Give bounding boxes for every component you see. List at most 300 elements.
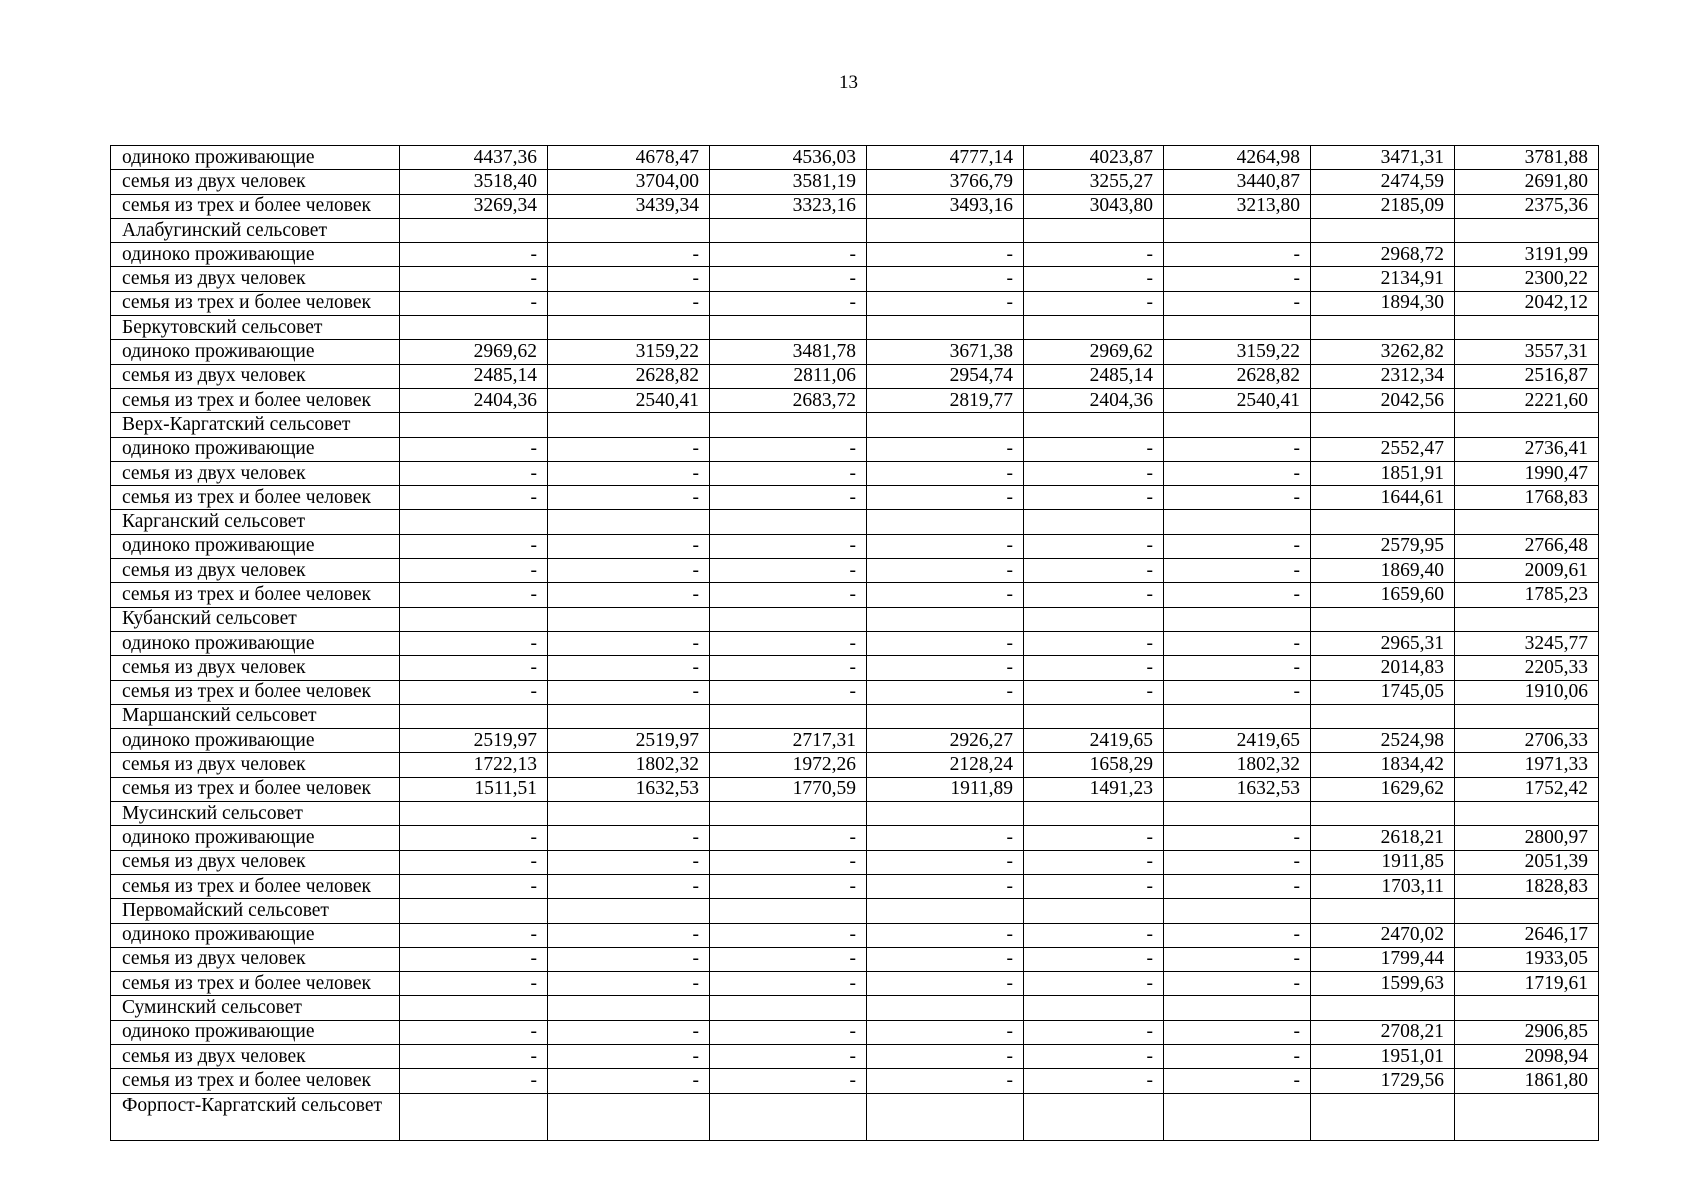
table-cell — [1164, 899, 1311, 923]
row-label: одиноко проживающие — [111, 729, 400, 753]
table-cell: 2800,97 — [1455, 826, 1599, 850]
table-cell: 2519,97 — [400, 729, 548, 753]
table-cell: - — [548, 874, 710, 898]
table-cell: - — [548, 534, 710, 558]
table-cell: - — [1024, 559, 1164, 583]
table-cell: - — [400, 826, 548, 850]
table-cell: 2954,74 — [867, 364, 1024, 388]
table-cell — [400, 316, 548, 340]
table-cell — [867, 1093, 1024, 1140]
table-cell: 1802,32 — [548, 753, 710, 777]
table-cell: 1911,89 — [867, 777, 1024, 801]
table-cell: - — [548, 1069, 710, 1093]
table-row — [111, 1069, 1599, 1093]
table-cell — [1024, 996, 1164, 1020]
table-cell: - — [867, 1044, 1024, 1068]
table-cell: - — [548, 850, 710, 874]
table-cell: - — [710, 826, 867, 850]
table-row — [111, 388, 1599, 412]
table-cell — [867, 704, 1024, 728]
table-cell: - — [548, 559, 710, 583]
table-cell: - — [1024, 874, 1164, 898]
row-label: одиноко проживающие — [111, 146, 400, 170]
table-cell: 3255,27 — [1024, 170, 1164, 194]
table-cell: - — [710, 243, 867, 267]
table-cell: 1894,30 — [1311, 291, 1455, 315]
table-cell — [1311, 899, 1455, 923]
table-cell: 1644,61 — [1311, 486, 1455, 510]
table-row — [111, 340, 1599, 364]
table-cell: - — [710, 291, 867, 315]
table-cell: 3493,16 — [867, 194, 1024, 218]
table-cell: 3213,80 — [1164, 194, 1311, 218]
table-cell — [1164, 316, 1311, 340]
row-label: одиноко проживающие — [111, 631, 400, 655]
table-cell: - — [710, 267, 867, 291]
table-cell — [400, 218, 548, 242]
table-cell — [1455, 607, 1599, 631]
row-label: семья из двух человек — [111, 267, 400, 291]
table-row — [111, 899, 1599, 923]
table-cell: 1802,32 — [1164, 753, 1311, 777]
table-cell: - — [1024, 826, 1164, 850]
table-cell: 3043,80 — [1024, 194, 1164, 218]
table-cell: 1659,60 — [1311, 583, 1455, 607]
table-cell: - — [400, 267, 548, 291]
table-cell: 2524,98 — [1311, 729, 1455, 753]
table-cell — [710, 413, 867, 437]
table-cell: - — [867, 534, 1024, 558]
table-cell: - — [1164, 850, 1311, 874]
table-cell: - — [1164, 437, 1311, 461]
table-cell: 1910,06 — [1455, 680, 1599, 704]
table-cell: 1632,53 — [1164, 777, 1311, 801]
table-cell: 1719,61 — [1455, 972, 1599, 996]
table-cell: - — [400, 947, 548, 971]
row-label: семья из трех и более человек — [111, 583, 400, 607]
table-cell: - — [867, 437, 1024, 461]
table-cell: - — [867, 267, 1024, 291]
table-cell: - — [400, 583, 548, 607]
table-cell: - — [1024, 243, 1164, 267]
table-cell — [1024, 316, 1164, 340]
table-cell — [1455, 996, 1599, 1020]
table-cell: 2098,94 — [1455, 1044, 1599, 1068]
table-body — [111, 146, 1599, 1141]
table-cell: - — [710, 874, 867, 898]
table-cell: 1770,59 — [710, 777, 867, 801]
table-cell: - — [548, 1020, 710, 1044]
row-label: одиноко проживающие — [111, 923, 400, 947]
table-cell: 1599,63 — [1311, 972, 1455, 996]
table-cell — [1311, 510, 1455, 534]
table-cell: 3262,82 — [1311, 340, 1455, 364]
table-cell — [548, 218, 710, 242]
table-row — [111, 559, 1599, 583]
table-cell: 2646,17 — [1455, 923, 1599, 947]
table-cell: 3245,77 — [1455, 631, 1599, 655]
table-cell — [1455, 218, 1599, 242]
table-cell: - — [400, 972, 548, 996]
table-cell — [1311, 996, 1455, 1020]
row-label: семья из двух человек — [111, 559, 400, 583]
table-cell: 2485,14 — [400, 364, 548, 388]
table-row — [111, 996, 1599, 1020]
table-cell: - — [1164, 1069, 1311, 1093]
table-row — [111, 753, 1599, 777]
table-cell: 3781,88 — [1455, 146, 1599, 170]
table-cell: 3766,79 — [867, 170, 1024, 194]
row-label: одиноко проживающие — [111, 243, 400, 267]
table-cell — [400, 510, 548, 534]
table-cell — [400, 607, 548, 631]
table-cell: 2969,62 — [400, 340, 548, 364]
table-cell: - — [400, 656, 548, 680]
table-cell: 4678,47 — [548, 146, 710, 170]
table-cell: - — [710, 1044, 867, 1068]
table-cell — [867, 996, 1024, 1020]
table-cell: 2134,91 — [1311, 267, 1455, 291]
table-cell: 2474,59 — [1311, 170, 1455, 194]
table-cell: 2470,02 — [1311, 923, 1455, 947]
table-cell: - — [710, 680, 867, 704]
table-cell: - — [1024, 923, 1164, 947]
table-cell: 1799,44 — [1311, 947, 1455, 971]
table-cell: - — [867, 243, 1024, 267]
table-row — [111, 243, 1599, 267]
table-cell: - — [548, 1044, 710, 1068]
table-cell: 3518,40 — [400, 170, 548, 194]
table-cell: - — [1164, 656, 1311, 680]
row-label: одиноко проживающие — [111, 340, 400, 364]
table-cell: 2009,61 — [1455, 559, 1599, 583]
table-cell: - — [1024, 1069, 1164, 1093]
table-cell: 3439,34 — [548, 194, 710, 218]
table-cell — [710, 1093, 867, 1140]
table-cell: 2708,21 — [1311, 1020, 1455, 1044]
table-cell: - — [1164, 243, 1311, 267]
table-cell: 1951,01 — [1311, 1044, 1455, 1068]
table-cell: 2540,41 — [548, 388, 710, 412]
table-cell: 1785,23 — [1455, 583, 1599, 607]
table-cell: 3440,87 — [1164, 170, 1311, 194]
table-row — [111, 510, 1599, 534]
table-cell: - — [867, 680, 1024, 704]
row-label: семья из двух человек — [111, 947, 400, 971]
table-cell: - — [1024, 583, 1164, 607]
table-cell: - — [548, 486, 710, 510]
table-cell: 1629,62 — [1311, 777, 1455, 801]
table-cell — [867, 510, 1024, 534]
table-cell: - — [548, 656, 710, 680]
table-cell — [867, 218, 1024, 242]
table-cell — [710, 510, 867, 534]
table-row — [111, 364, 1599, 388]
table-cell: - — [548, 631, 710, 655]
table-row — [111, 583, 1599, 607]
table-cell: - — [548, 826, 710, 850]
table-cell: - — [400, 874, 548, 898]
table-cell: 2683,72 — [710, 388, 867, 412]
table-cell — [400, 413, 548, 437]
table-cell: - — [1024, 680, 1164, 704]
table-cell: 2618,21 — [1311, 826, 1455, 850]
table-row — [111, 850, 1599, 874]
row-label: семья из двух человек — [111, 461, 400, 485]
row-label: семья из трех и более человек — [111, 388, 400, 412]
table-cell: 2628,82 — [1164, 364, 1311, 388]
table-cell: 2628,82 — [548, 364, 710, 388]
table-cell: 2579,95 — [1311, 534, 1455, 558]
table-cell: - — [548, 267, 710, 291]
row-label: Маршанский сельсовет — [111, 704, 400, 728]
table-row — [111, 680, 1599, 704]
table-row — [111, 486, 1599, 510]
table-cell: 1511,51 — [400, 777, 548, 801]
table-row — [111, 923, 1599, 947]
table-cell: - — [1024, 972, 1164, 996]
row-label: одиноко проживающие — [111, 1020, 400, 1044]
table-cell: - — [1164, 874, 1311, 898]
table-cell: 2706,33 — [1455, 729, 1599, 753]
row-label: семья из двух человек — [111, 170, 400, 194]
table-cell: - — [400, 923, 548, 947]
row-label: семья из двух человек — [111, 1044, 400, 1068]
table-cell: - — [400, 461, 548, 485]
table-cell: - — [548, 243, 710, 267]
table-row — [111, 704, 1599, 728]
table-cell — [1164, 607, 1311, 631]
table-cell: 3159,22 — [1164, 340, 1311, 364]
row-label: одиноко проживающие — [111, 534, 400, 558]
table-cell: - — [548, 291, 710, 315]
table-cell: - — [400, 437, 548, 461]
table-cell: 4264,98 — [1164, 146, 1311, 170]
table-cell: - — [867, 656, 1024, 680]
table-row — [111, 1044, 1599, 1068]
table-cell: - — [400, 291, 548, 315]
table-cell: 1722,13 — [400, 753, 548, 777]
table-cell: - — [1164, 947, 1311, 971]
table-cell: - — [710, 631, 867, 655]
table-cell — [1024, 413, 1164, 437]
table-cell: - — [710, 534, 867, 558]
table-cell — [400, 996, 548, 1020]
table-cell — [867, 316, 1024, 340]
table-cell: 1834,42 — [1311, 753, 1455, 777]
table-row — [111, 826, 1599, 850]
table-cell: - — [867, 291, 1024, 315]
table-cell — [548, 510, 710, 534]
table-cell: 2736,41 — [1455, 437, 1599, 461]
table-cell: 2042,56 — [1311, 388, 1455, 412]
table-cell: - — [548, 923, 710, 947]
table-cell: - — [1164, 680, 1311, 704]
row-label: Кубанский сельсовет — [111, 607, 400, 631]
table-cell: - — [710, 583, 867, 607]
table-cell — [548, 996, 710, 1020]
table-cell: 3323,16 — [710, 194, 867, 218]
table-cell: 3581,19 — [710, 170, 867, 194]
table-cell: - — [548, 947, 710, 971]
table-cell: 2906,85 — [1455, 1020, 1599, 1044]
table-cell: 2691,80 — [1455, 170, 1599, 194]
table-cell: - — [1164, 826, 1311, 850]
table-row — [111, 170, 1599, 194]
row-label: одиноко проживающие — [111, 437, 400, 461]
table-row — [111, 947, 1599, 971]
table-cell: - — [1164, 461, 1311, 485]
table-cell: - — [710, 437, 867, 461]
table-cell — [710, 704, 867, 728]
row-label: Форпост-Каргатский сельсовет — [111, 1093, 400, 1140]
table-cell: 1768,83 — [1455, 486, 1599, 510]
table-cell: 1851,91 — [1311, 461, 1455, 485]
table-cell: - — [710, 850, 867, 874]
table-cell — [1024, 607, 1164, 631]
row-label: семья из трех и более человек — [111, 972, 400, 996]
table-cell: 1491,23 — [1024, 777, 1164, 801]
table-cell — [1455, 704, 1599, 728]
row-label: семья из трех и более человек — [111, 1069, 400, 1093]
table-cell — [548, 802, 710, 826]
table-cell: - — [1024, 1020, 1164, 1044]
table-cell: - — [400, 1069, 548, 1093]
table-row — [111, 194, 1599, 218]
table-cell: - — [548, 437, 710, 461]
table-cell: 4437,36 — [400, 146, 548, 170]
table-cell: 2766,48 — [1455, 534, 1599, 558]
table-cell: 2205,33 — [1455, 656, 1599, 680]
table-cell: - — [1024, 631, 1164, 655]
table-cell — [867, 413, 1024, 437]
table-cell: 1658,29 — [1024, 753, 1164, 777]
table-cell: 2051,39 — [1455, 850, 1599, 874]
table-cell: - — [1024, 850, 1164, 874]
table-cell — [1455, 413, 1599, 437]
table-cell: - — [867, 583, 1024, 607]
table-cell: 2485,14 — [1024, 364, 1164, 388]
table-cell: - — [867, 1020, 1024, 1044]
table-cell — [710, 316, 867, 340]
table-cell — [710, 218, 867, 242]
row-label: семья из двух человек — [111, 753, 400, 777]
table-cell — [1024, 510, 1164, 534]
table-cell: - — [867, 850, 1024, 874]
table-cell: 3704,00 — [548, 170, 710, 194]
table-cell: 2811,06 — [710, 364, 867, 388]
table-cell — [400, 802, 548, 826]
table-cell: 2312,34 — [1311, 364, 1455, 388]
table-cell — [1024, 218, 1164, 242]
page-number: 13 — [839, 72, 858, 93]
table-cell: - — [1164, 291, 1311, 315]
table-cell: 1990,47 — [1455, 461, 1599, 485]
table-cell: 2540,41 — [1164, 388, 1311, 412]
table-cell: - — [1024, 486, 1164, 510]
table-row — [111, 291, 1599, 315]
row-label: семья из двух человек — [111, 850, 400, 874]
table-cell — [400, 704, 548, 728]
table-cell — [1164, 802, 1311, 826]
table-cell: 1729,56 — [1311, 1069, 1455, 1093]
table-row — [111, 413, 1599, 437]
row-label: одиноко проживающие — [111, 826, 400, 850]
table-cell — [1024, 899, 1164, 923]
table-cell — [548, 316, 710, 340]
table-row — [111, 218, 1599, 242]
table-cell: 2819,77 — [867, 388, 1024, 412]
table-row — [111, 461, 1599, 485]
table-cell: 1972,26 — [710, 753, 867, 777]
row-label: семья из трех и более человек — [111, 194, 400, 218]
table-cell — [1311, 802, 1455, 826]
table-cell: - — [867, 461, 1024, 485]
table-cell — [1311, 316, 1455, 340]
table-cell: - — [400, 534, 548, 558]
row-label: Суминский сельсовет — [111, 996, 400, 1020]
table-cell: - — [548, 461, 710, 485]
tariff-table — [110, 145, 1599, 1141]
row-label: Верх-Каргатский сельсовет — [111, 413, 400, 437]
table-cell: - — [867, 631, 1024, 655]
row-label: семья из двух человек — [111, 364, 400, 388]
table-cell — [548, 607, 710, 631]
table-cell: 2419,65 — [1164, 729, 1311, 753]
table-cell — [1164, 510, 1311, 534]
table-row — [111, 802, 1599, 826]
table-cell — [710, 899, 867, 923]
table-row — [111, 607, 1599, 631]
table-cell: - — [867, 559, 1024, 583]
table-cell: - — [1024, 437, 1164, 461]
table-cell — [867, 899, 1024, 923]
table-cell: 1632,53 — [548, 777, 710, 801]
table-cell — [1024, 704, 1164, 728]
table-cell — [1164, 218, 1311, 242]
table-cell: 3269,34 — [400, 194, 548, 218]
table-cell — [400, 1093, 548, 1140]
table-cell: - — [1024, 291, 1164, 315]
table-cell: 2926,27 — [867, 729, 1024, 753]
table-cell: 3557,31 — [1455, 340, 1599, 364]
table-cell: 1971,33 — [1455, 753, 1599, 777]
row-label: семья из трех и более человек — [111, 486, 400, 510]
table-cell: - — [548, 583, 710, 607]
table-cell: - — [710, 923, 867, 947]
table-row — [111, 1020, 1599, 1044]
table-cell: 2419,65 — [1024, 729, 1164, 753]
table-cell: - — [867, 874, 1024, 898]
row-label: Алабугинский сельсовет — [111, 218, 400, 242]
table-cell: - — [400, 631, 548, 655]
table-cell — [710, 802, 867, 826]
table-cell: 2519,97 — [548, 729, 710, 753]
table-cell — [1164, 996, 1311, 1020]
table-cell: 3191,99 — [1455, 243, 1599, 267]
table-cell: - — [400, 680, 548, 704]
table-cell: 1745,05 — [1311, 680, 1455, 704]
table-cell: - — [1164, 972, 1311, 996]
table-cell: - — [548, 972, 710, 996]
table-cell: - — [710, 656, 867, 680]
table-cell: - — [400, 850, 548, 874]
table-cell: 1933,05 — [1455, 947, 1599, 971]
table-cell — [1024, 1093, 1164, 1140]
table-cell: 2128,24 — [867, 753, 1024, 777]
table-cell: - — [1024, 947, 1164, 971]
table-cell: - — [1164, 267, 1311, 291]
